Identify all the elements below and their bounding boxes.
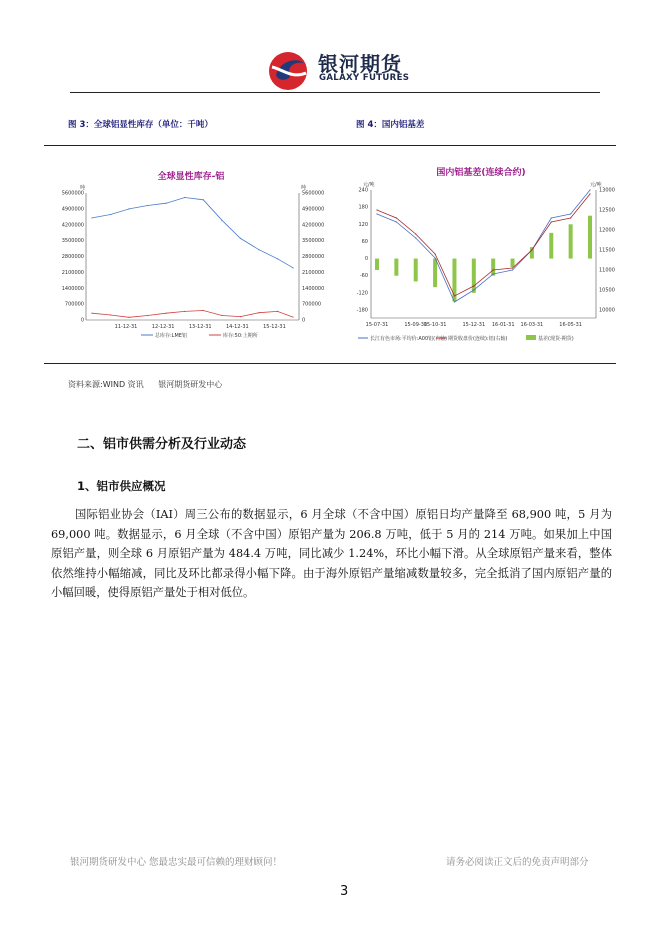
y-left-tick-label: 3500000 bbox=[61, 238, 84, 245]
data-point bbox=[434, 253, 435, 254]
subsection-heading: 1、铝市供应概况 bbox=[77, 479, 166, 493]
x-tick-label: 15-10-31 bbox=[423, 322, 447, 328]
data-point bbox=[473, 285, 474, 286]
y-left-tick-label: 5600000 bbox=[61, 190, 84, 197]
data-point bbox=[531, 249, 532, 250]
y-right-tick-label: 1400000 bbox=[302, 285, 325, 292]
data-point bbox=[221, 315, 222, 316]
data-point bbox=[203, 310, 204, 311]
chart-domestic-basis bbox=[346, 150, 616, 350]
data-point bbox=[376, 209, 377, 210]
figure-bottom-rule bbox=[44, 363, 616, 364]
figure-4-caption: 图 4：国内铝基差 bbox=[356, 120, 425, 130]
y-left-tick-label: 700000 bbox=[64, 301, 84, 308]
data-point bbox=[129, 317, 130, 318]
footer-right: 请务必阅读正文后的免责声明部分 bbox=[446, 857, 589, 868]
data-source bbox=[68, 379, 234, 390]
data-point bbox=[129, 208, 130, 209]
data-point bbox=[221, 220, 222, 221]
price-line-1 bbox=[377, 194, 590, 296]
y-right-tick-label: 11500 bbox=[599, 247, 615, 254]
x-tick-label: 15-12-31 bbox=[462, 322, 486, 328]
data-point bbox=[292, 267, 293, 268]
price-line-0 bbox=[377, 190, 590, 302]
basis-bar bbox=[511, 259, 515, 268]
data-point bbox=[240, 316, 241, 317]
series-line-0 bbox=[92, 198, 293, 268]
data-point bbox=[258, 249, 259, 250]
legend-label: 长江有色市场:平均价:A00铝(右轴) bbox=[370, 336, 448, 342]
y-left-tick-label: 240 bbox=[358, 187, 368, 194]
y-left-tick-label: 0 bbox=[80, 317, 84, 324]
data-point bbox=[589, 189, 590, 190]
chart-1-title: 全球显性库存-铝 bbox=[157, 172, 225, 182]
page-number: 3 bbox=[340, 884, 349, 899]
data-point bbox=[434, 257, 435, 258]
x-tick-label: 16-01-31 bbox=[491, 322, 515, 328]
y-left-tick-label: 2800000 bbox=[61, 254, 84, 260]
data-point bbox=[415, 237, 416, 238]
data-point bbox=[184, 197, 185, 198]
data-point bbox=[110, 314, 111, 315]
legend-swatch bbox=[526, 335, 536, 340]
logo-english-name: GALAXY FUTURES bbox=[319, 73, 410, 83]
data-point bbox=[147, 205, 148, 206]
header-divider bbox=[70, 92, 600, 93]
data-point bbox=[415, 233, 416, 234]
data-point bbox=[570, 213, 571, 214]
y-right-tick-label: 0 bbox=[302, 317, 306, 324]
y-right-tick-label: 10000 bbox=[599, 307, 615, 314]
y-right-unit: 元/吨 bbox=[590, 182, 602, 188]
data-point bbox=[512, 269, 513, 270]
data-point bbox=[396, 221, 397, 222]
data-point bbox=[551, 217, 552, 218]
data-point bbox=[493, 273, 494, 274]
data-point bbox=[454, 295, 455, 296]
legend-label: 期货收盘价(连续):铝(右轴) bbox=[448, 336, 508, 342]
basis-bar bbox=[375, 259, 379, 270]
x-tick-label: 15-12-31 bbox=[263, 324, 286, 330]
chart-2-title: 国内铝基差(连续合约) bbox=[436, 168, 526, 178]
x-tick-label: 12-12-31 bbox=[151, 324, 175, 330]
data-point bbox=[454, 301, 455, 302]
y-left-tick-label: 4900000 bbox=[61, 206, 84, 213]
y-right-tick-label: 700000 bbox=[302, 301, 322, 308]
data-point bbox=[473, 289, 474, 290]
data-point bbox=[493, 269, 494, 270]
source-item: 资料来源:WIND 资讯 bbox=[68, 380, 144, 389]
legend-label: 基差(现货-期货) bbox=[538, 336, 574, 342]
data-point bbox=[91, 217, 92, 218]
basis-bar bbox=[433, 259, 437, 288]
data-point bbox=[110, 214, 111, 215]
y-right-tick-label: 12000 bbox=[599, 227, 615, 234]
x-tick-label: 15-07-31 bbox=[365, 322, 389, 328]
data-point bbox=[203, 199, 204, 200]
x-tick-label: 16-03-31 bbox=[520, 322, 544, 328]
data-point bbox=[551, 221, 552, 222]
basis-bar bbox=[569, 224, 573, 258]
data-point bbox=[277, 258, 278, 259]
data-point bbox=[570, 217, 571, 218]
y-right-tick-label: 10500 bbox=[599, 287, 615, 294]
y-right-tick-label: 2800000 bbox=[302, 254, 325, 260]
source-item: 银河期货研发中心 bbox=[158, 380, 223, 389]
y-right-tick-label: 13000 bbox=[599, 187, 615, 194]
data-point bbox=[166, 313, 167, 314]
x-tick-label: 11-12-31 bbox=[114, 324, 138, 330]
y-right-tick-label: 12500 bbox=[599, 207, 615, 214]
y-right-tick-label: 4200000 bbox=[302, 222, 325, 229]
data-point bbox=[292, 316, 293, 317]
x-tick-label: 13-12-31 bbox=[188, 324, 212, 330]
y-left-tick-label: -180 bbox=[356, 307, 368, 314]
data-point bbox=[258, 312, 259, 313]
y-left-tick-label: 2100000 bbox=[61, 269, 84, 276]
series-line-1 bbox=[92, 311, 293, 318]
legend-label: 库存:50:上期所 bbox=[223, 333, 258, 339]
data-point bbox=[166, 203, 167, 204]
basis-bar bbox=[394, 259, 398, 276]
legend-label: 总库存:LME铝 bbox=[155, 333, 187, 339]
y-left-tick-label: -60 bbox=[359, 273, 368, 280]
data-point bbox=[277, 311, 278, 312]
data-point bbox=[512, 267, 513, 268]
y-right-unit: 吨 bbox=[301, 185, 307, 191]
figure-3-caption: 图 3：全球铝显性库存（单位：千吨） bbox=[68, 120, 213, 130]
basis-bar bbox=[530, 247, 534, 258]
section-heading: 二、铝市供需分析及行业动态 bbox=[77, 437, 247, 452]
data-point bbox=[589, 193, 590, 194]
basis-bar bbox=[549, 233, 553, 259]
data-point bbox=[147, 315, 148, 316]
basis-bar bbox=[491, 259, 495, 276]
y-left-tick-label: 4200000 bbox=[61, 222, 84, 229]
body-paragraph: 国际铝业协会（IAI）周三公布的数据显示，6 月全球（不含中国）原铝日均产量降至 68,900 吨，5 月为 69,000 吨。数据显示，6 月全球（不含中国）原铝产量为 206.8 万吨，低于 5 月的 214 万吨。如果加上中国原铝产量，则全球 6 月原铝产量为 484.4 万吨，同比减少 1.24%，环比小幅下滑。从全球原铝产量来看，整体依然维持小幅缩减，同比及环比都录得小幅下降。由于海外原铝产量缩减数量较多，完全抵消了国内原铝产量的小幅回暖，使得原铝产量处于相对低位。 bbox=[51, 508, 612, 599]
x-tick-label: 16-05-31 bbox=[559, 322, 582, 328]
y-left-tick-label: 0 bbox=[364, 256, 368, 263]
chart-2-plot bbox=[346, 150, 616, 350]
basis-bar bbox=[472, 259, 476, 293]
y-right-tick-label: 4900000 bbox=[302, 206, 325, 213]
y-right-tick-label: 3500000 bbox=[302, 238, 325, 245]
y-left-tick-label: 60 bbox=[361, 238, 368, 245]
y-left-unit: 元/吨 bbox=[363, 182, 375, 188]
x-tick-label: 15-09-30 bbox=[404, 322, 428, 328]
y-left-tick-label: 120 bbox=[358, 221, 368, 228]
y-right-tick-label: 11000 bbox=[599, 267, 615, 274]
footer-left: 银河期货研发中心 您最忠实最可信赖的理财顾问！ bbox=[70, 857, 283, 868]
data-point bbox=[91, 313, 92, 314]
data-point bbox=[240, 238, 241, 239]
data-point bbox=[376, 213, 377, 214]
y-left-unit: 吨 bbox=[80, 185, 86, 191]
chart-1-plot bbox=[56, 150, 326, 350]
y-left-tick-label: 180 bbox=[358, 204, 368, 211]
x-tick-label: 14-12-31 bbox=[225, 324, 249, 330]
y-right-tick-label: 5600000 bbox=[302, 190, 325, 197]
basis-bar bbox=[588, 216, 592, 259]
chart-global-inventory bbox=[56, 150, 326, 350]
figure-top-rule bbox=[44, 145, 616, 146]
data-point bbox=[396, 217, 397, 218]
logo-chinese-name: 银河期货 bbox=[318, 52, 402, 76]
y-right-tick-label: 2100000 bbox=[302, 269, 325, 276]
y-left-tick-label: -120 bbox=[356, 290, 368, 297]
basis-bar bbox=[414, 259, 418, 282]
data-point bbox=[184, 311, 185, 312]
y-left-tick-label: 1400000 bbox=[61, 285, 84, 292]
